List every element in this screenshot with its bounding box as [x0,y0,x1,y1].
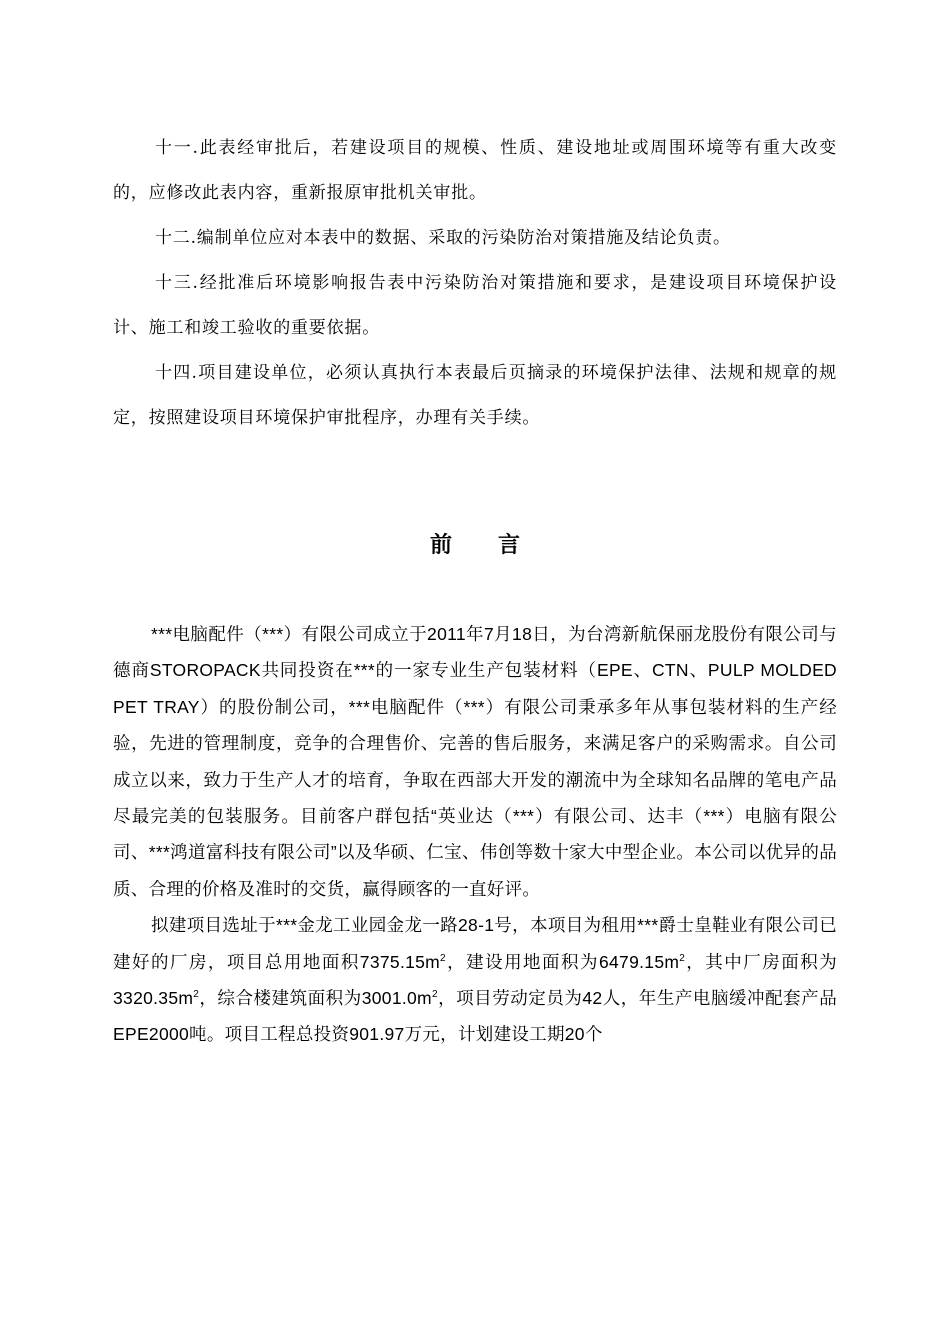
preface-paragraph-company: ***电脑配件（***）有限公司成立于2011年7月18日，为台湾新航保丽龙股份有限公司与德商STOROPACK共同投资在***的一家专业生产包装材料（EPE、CTN、PULP MOLDED PET TRAY）的股份制公司，***电脑配件（***）有限公司秉承多年从事包装材料的生产经验，先进的管理制度，竞争的合理售价、完善的售后服务，来满足客户的采购需求。自公司成立以来，致力于生产人才的培育，争取在西部大开发的潮流中为全球知名品牌的笔电产品尽最完美的包装服务。目前客户群包括“英业达（***）有限公司、达丰（***）电脑有限公司、***鸿道富科技有限公司”以及华硕、仁宝、伟创等数十家大中型企业。本公司以优异的品质、合理的价格及准时的交货，赢得顾客的一直好评。 [113,624,837,899]
project-text-5: ，项目劳动定员为42人，年生产电脑缓冲配套产品EPE2000吨。项目工程总投资901.97万元，计划建设工期20个 [113,988,837,1045]
preface-paragraph-project [113,907,837,1053]
project-text-4: ，综合楼建筑面积为3001.0m [199,988,432,1009]
note-item-11: 十一.此表经审批后，若建设项目的规模、性质、建设地址或周围环境等有重大改变的，应修改此表内容，重新报原审批机关审批。 [113,138,837,203]
preface-title: 前言 [429,533,566,558]
note-item-14: 十四.项目建设单位，必须认真执行本表最后页摘录的环境保护法律、法规和规章的规定，按照建设项目环境保护审批程序，办理有关手续。 [113,363,837,428]
project-text-1: 拟建项目选址于***金龙工业园金龙一路28-1号，本项目为租用***爵士皇鞋业有限公司已建好的厂房，项目总用地面积7375.15m [113,915,837,972]
note-item-12: 十二.编制单位应对本表中的数据、采取的污染防治对策措施及结论负责。 [155,228,731,248]
project-text-3: ，其中厂房面积为3320.35m [113,951,837,1009]
superscript-2: 2 [440,952,446,964]
superscript-2: 2 [679,952,686,964]
notes-section [113,126,837,441]
superscript-2: 2 [193,989,200,1001]
note-item-13: 十三.经批准后环境影响报告表中污染防治对策措施和要求，是建设项目环境保护设计、施工和竣工验收的重要依据。 [113,273,837,338]
preface-body [113,616,837,1053]
project-text-2: ，建设用地面积为6479.15m [445,951,680,972]
superscript-2: 2 [431,989,438,1001]
